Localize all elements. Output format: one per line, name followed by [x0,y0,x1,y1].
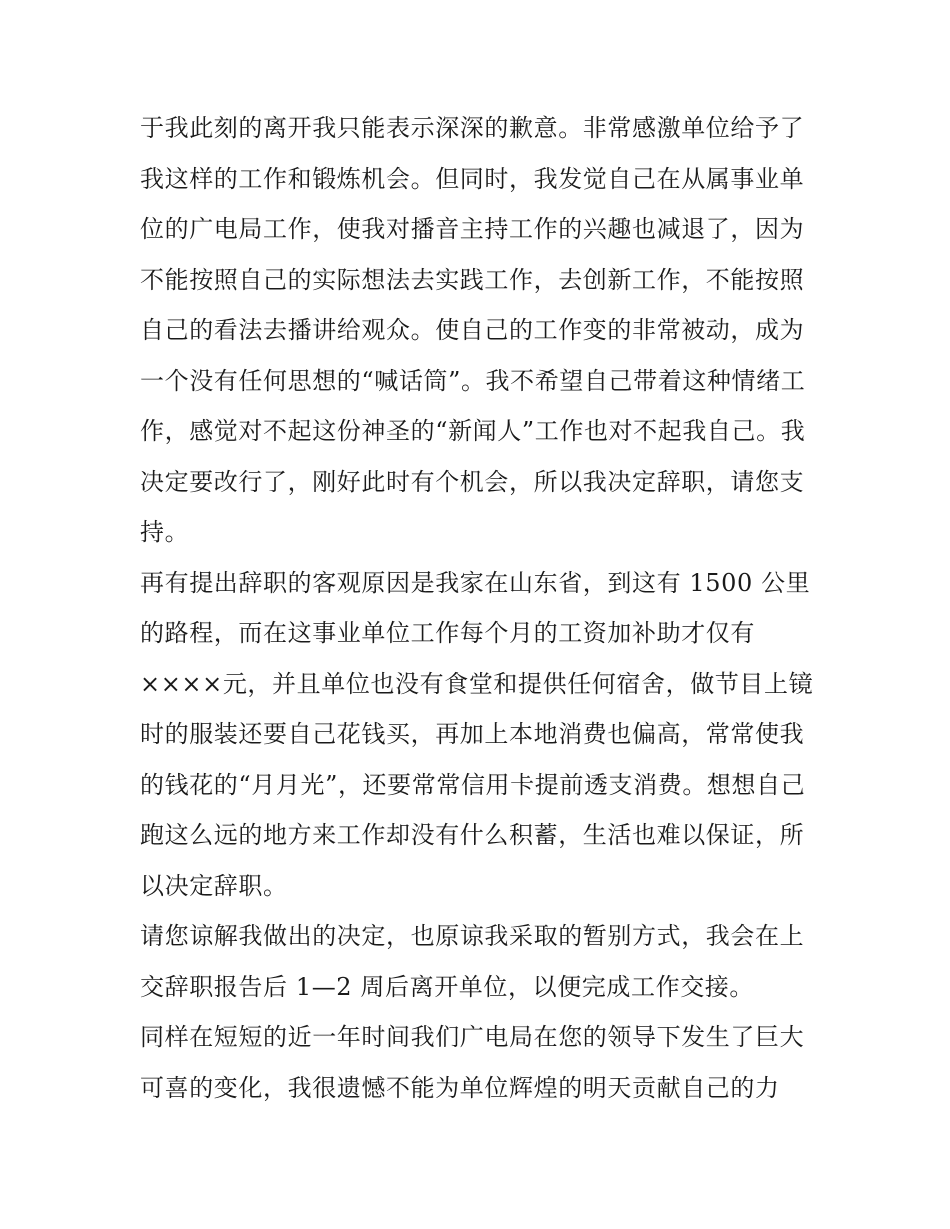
text-line: 我这样的工作和锻炼机会。但同时，我发觉自己在从属事业单 [140,164,805,193]
text-line: 的路程，而在这事业单位工作每个月的工资加补助才仅有 [140,619,755,647]
text-line: 于我此刻的离开我只能表示深深的歉意。非常感激单位给予了 [140,114,805,142]
text-line: 同样在短短的近一年时间我们广电局在您的领导下发生了巨大 [140,1023,805,1051]
text-line: 的钱花的“月月光”，还要常常信用卡提前透支消费。想想自己 [140,770,806,799]
paragraph-3 [140,911,812,1012]
text-line: 持。 [140,518,190,546]
text-line: ××××元，并且单位也没有食堂和提供任何宿舍，做节目上镜 [140,669,814,698]
paragraph-1 [140,103,812,558]
text-line: 决定要改行了，刚好此时有个机会，所以我决定辞职，请您支 [140,467,805,496]
text-line: 自己的看法去播讲给观众。使自己的工作变的非常被动，成为 [140,316,805,344]
text-line: 时的服装还要自己花钱买，再加上本地消费也偏高，常常使我 [140,720,805,748]
text-line: 可喜的变化，我很遗憾不能为单位辉煌的明天贡献自己的力 [140,1073,780,1102]
text-line: 以决定辞职。 [140,871,288,900]
text-line: 交辞职报告后 1—2 周后离开单位，以便完成工作交接。 [140,972,754,1001]
text-line: 不能按照自己的实际想法去实践工作，去创新工作，不能按照 [140,265,805,294]
text-line: 一个没有任何思想的“喊话筒”。我不希望自己带着这种情绪工 [140,366,806,395]
text-line: 再有提出辞职的客观原因是我家在山东省，到这有 1500 公里 [140,568,811,597]
paragraph-2 [140,558,812,912]
text-line: 跑这么远的地方来工作却没有什么积蓄，生活也难以保证，所 [140,821,805,849]
paragraph-4 [140,1012,812,1113]
text-line: 位的广电局工作，使我对播音主持工作的兴趣也减退了，因为 [140,215,805,243]
document-body [140,103,812,1113]
text-line: 作，感觉对不起这份神圣的“新闻人”工作也对不起我自己。我 [140,417,806,445]
text-line: 请您谅解我做出的决定，也原谅我采取的暂别方式，我会在上 [140,922,805,950]
